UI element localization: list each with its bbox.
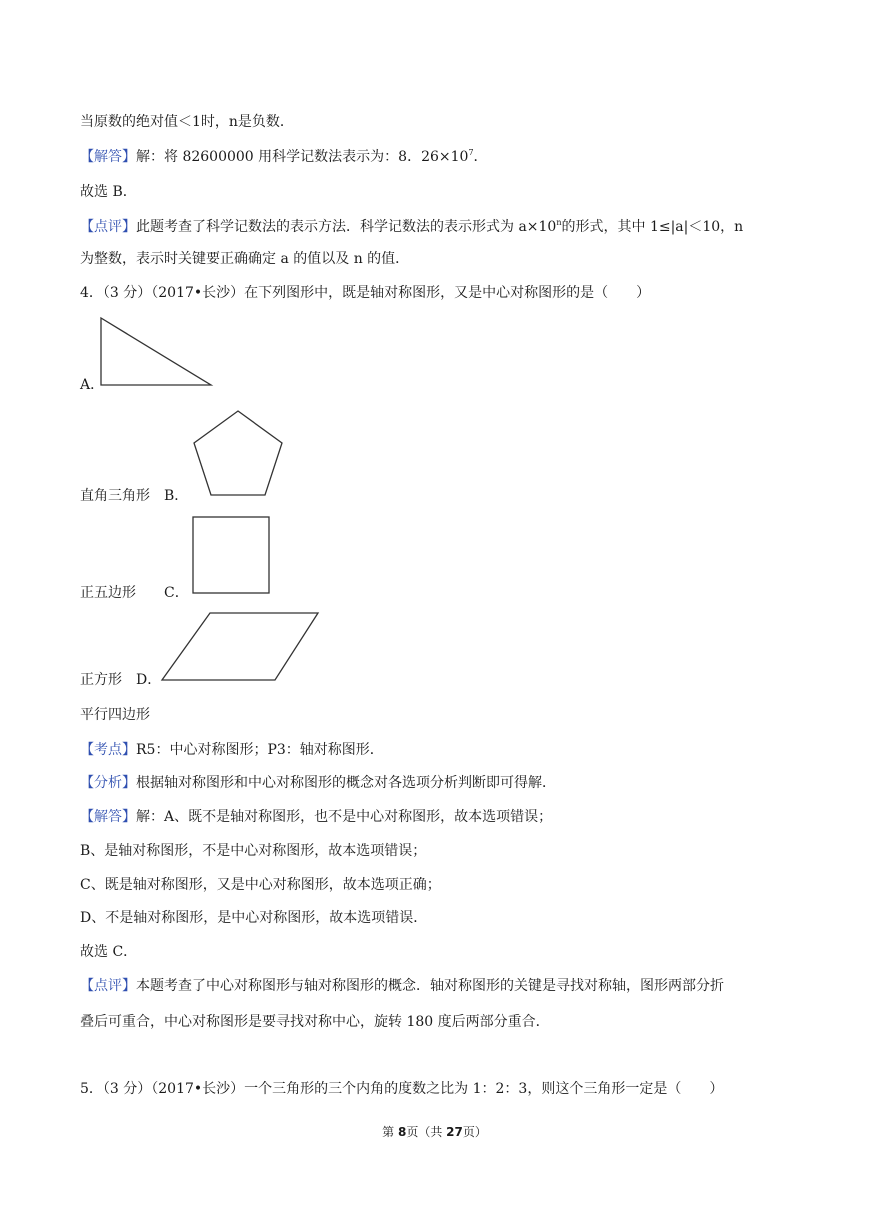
footer-mid: 页（共 xyxy=(406,1125,447,1139)
q4-analysis-text: 根据轴对称图形和中心对称图形的概念对各选项分析判断即可得解． xyxy=(136,775,556,791)
square-figure xyxy=(191,515,273,597)
q3-choice: 故选 B． xyxy=(80,184,137,200)
q3-review-exponent: n xyxy=(556,218,562,227)
page-total: 27 xyxy=(446,1125,463,1139)
q3-answer-text: 解：将 82600000 用科学记数法表示为：8．26×10 xyxy=(136,149,469,165)
q3-review-cont: 为整数，表示时关键要正确确定 a 的值以及 n 的值． xyxy=(80,251,410,267)
q4-review xyxy=(80,976,724,996)
review-tag: 【点评】 xyxy=(80,978,136,994)
q4-key-point xyxy=(80,740,384,760)
q4-option-c: 正五边形 C． xyxy=(80,585,189,601)
answer-tag: 【解答】 xyxy=(80,149,136,165)
page-footer xyxy=(0,1124,869,1140)
q4-answer-text: 解：A、既不是轴对称图形，也不是中心对称图形，故本选项错误； xyxy=(136,809,553,825)
q3-answer xyxy=(80,147,488,167)
analysis-tag: 【分析】 xyxy=(80,775,136,791)
regular-pentagon-figure xyxy=(190,408,286,500)
q4-answer-d: D、不是轴对称图形，是中心对称图形，故本选项错误． xyxy=(80,910,428,926)
q4-answer xyxy=(80,807,552,827)
q4-choice: 故选 C． xyxy=(80,944,138,960)
q3-answer-end: ． xyxy=(473,149,488,165)
review-tag: 【点评】 xyxy=(80,219,136,235)
q4-stem: 4．（3 分）（2017•长沙）在下列图形中，既是轴对称图形，又是中心对称图形的是（ ） xyxy=(80,285,651,301)
q3-answer-exponent: 7 xyxy=(468,148,474,157)
q4-review-cont: 叠后可重合，中心对称图形是要寻找对称中心，旋转 180 度后两部分重合． xyxy=(80,1014,550,1030)
answer-tag: 【解答】 xyxy=(80,809,136,825)
q4-option-a: A． xyxy=(80,377,105,393)
parallelogram-figure xyxy=(158,610,322,684)
q4-key-point-text: R5：中心对称图形；P3：轴对称图形． xyxy=(136,742,384,758)
q4-review-text: 本题考查了中心对称图形与轴对称图形的概念．轴对称图形的关键是寻找对称轴，图形两部分折 xyxy=(136,978,724,994)
q4-option-b: 直角三角形 B． xyxy=(80,488,189,504)
point-tag: 【考点】 xyxy=(80,742,136,758)
q4-option-d-caption: 平行四边形 xyxy=(80,707,150,723)
q4-option-d: 正方形 D． xyxy=(80,672,162,688)
q3-review xyxy=(80,217,743,237)
footer-post: 页） xyxy=(462,1125,487,1139)
intro-line: 当原数的绝对值＜1时，n是负数． xyxy=(80,114,294,130)
q5-stem: 5．（3 分）（2017•长沙）一个三角形的三个内角的度数之比为 1：2：3，则这个三角形一定是（ ） xyxy=(80,1081,724,1097)
right-triangle-figure xyxy=(98,315,216,389)
footer-pre: 第 xyxy=(382,1125,398,1139)
q4-analysis xyxy=(80,773,556,793)
q3-review-text: 此题考查了科学记数法的表示方法．科学记数法的表示形式为 a×10 xyxy=(136,219,557,235)
q4-answer-c: C、既是轴对称图形，又是中心对称图形，故本选项正确； xyxy=(80,877,441,893)
q3-review-end: 的形式，其中 1≤|a|＜10，n xyxy=(561,219,744,235)
page-number: 8 xyxy=(397,1125,407,1139)
q4-answer-b: B、是轴对称图形，不是中心对称图形，故本选项错误； xyxy=(80,843,427,859)
